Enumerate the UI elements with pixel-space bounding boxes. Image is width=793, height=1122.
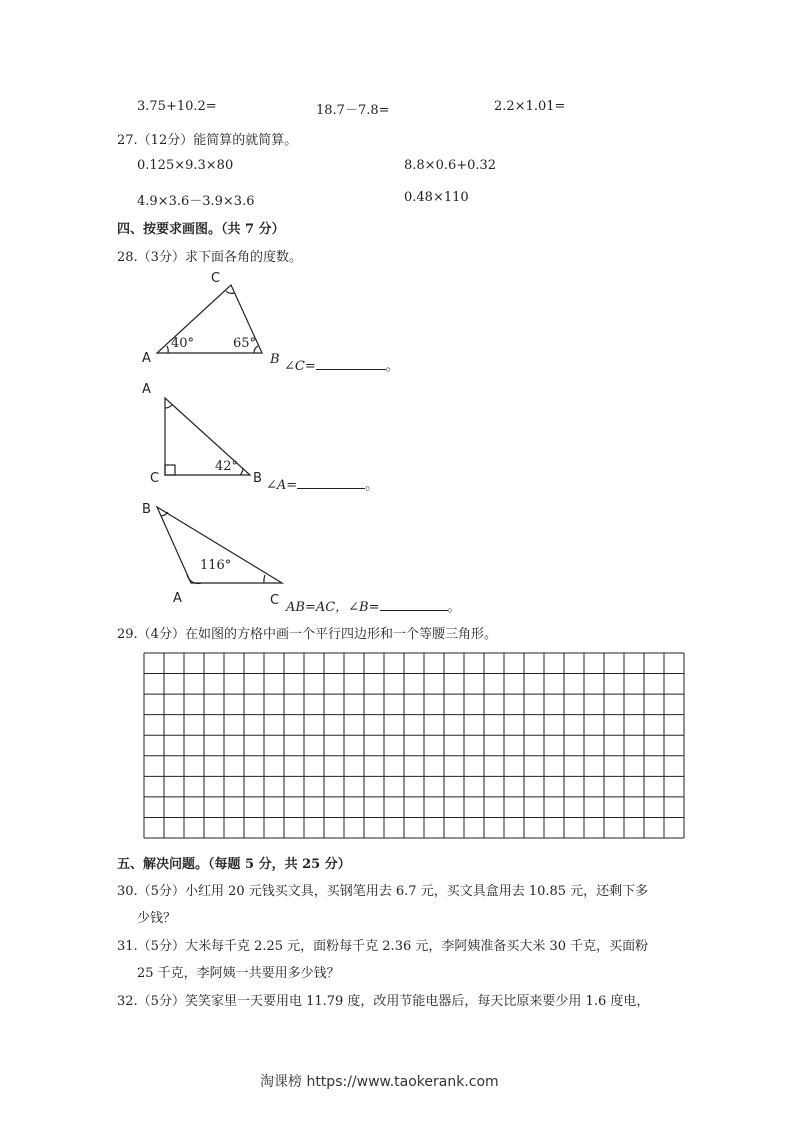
q29-title: 29.（4分）在如图的方格中画一个平行四边形和一个等腰三角形。: [117, 627, 497, 642]
section-5-heading: 五、解决问题。（每题 5 分，共 25 分）: [117, 857, 351, 872]
q28-title: 28.（3分）求下面各角的度数。: [117, 250, 302, 265]
q30-line-2: 少钱？: [137, 911, 177, 926]
triangle-2-angle-b-value: 42°: [215, 459, 239, 474]
q27-item-1: 0.125×9.3×80: [137, 158, 234, 173]
triangle-1-label-b: B: [270, 352, 280, 367]
triangle-2-label-c: C: [150, 471, 160, 486]
q31-line-2: 25 千克，李阿姨一共要用多少钱？: [137, 966, 340, 981]
triangle-2-label-b: B: [253, 471, 262, 486]
triangle-1-angle-a-value: 40°: [171, 336, 195, 351]
triangle-2-answer-suffix: 。: [365, 478, 379, 493]
triangle-1-answer-suffix: 。: [385, 359, 399, 374]
q26-item-3: 2.2×1.01=: [494, 99, 566, 114]
q27-item-4: 0.48×110: [404, 190, 469, 205]
q27-item-2: 8.8×0.6+0.32: [404, 158, 497, 173]
q30-line-1: 30.（5分）小红用 20 元钱买文具，买钢笔用去 6.7 元，买文具盒用去 10.85 元，还剩下多: [117, 884, 649, 899]
triangle-3-label-a: A: [173, 591, 182, 606]
triangle-3-label-b: B: [142, 502, 151, 517]
triangle-1-label-c: C: [211, 271, 221, 286]
triangle-3-answer-prefix: AB=AC，∠B=: [286, 600, 380, 615]
section-4-heading: 四、按要求画图。（共 7 分）: [117, 222, 285, 237]
triangle-3-angle-a-value: 116°: [200, 558, 232, 573]
triangle-3-answer-suffix: 。: [447, 600, 461, 615]
triangle-3-label-c: C: [270, 593, 280, 608]
q27-item-3: 4.9×3.6－3.9×3.6: [137, 194, 255, 209]
triangle-2-answer-prefix: ∠A=: [266, 478, 298, 493]
triangle-2-label-a: A: [142, 382, 151, 397]
triangle-1-angle-b-value: 65°: [233, 336, 257, 351]
q32-line-1: 32.（5分）笑笑家里一天要用电 11.79 度，改用节能电器后，每天比原来要少用 1.6 度电，: [117, 994, 650, 1009]
triangle-1-label-a: A: [142, 351, 151, 366]
q26-item-2: 18.7－7.8=: [316, 103, 390, 118]
footer-watermark: 淘课榜 https://www.taokerank.com: [260, 1074, 499, 1090]
q26-item-1: 3.75+10.2=: [137, 99, 217, 114]
triangle-1-answer-prefix: ∠C=: [284, 359, 316, 374]
q27-title: 27.（12分）能简算的就简算。: [117, 133, 298, 148]
q31-line-1: 31.（5分）大米每千克 2.25 元，面粉每千克 2.36 元，李阿姨准备买大米 30 千克，买面粉: [117, 939, 649, 954]
